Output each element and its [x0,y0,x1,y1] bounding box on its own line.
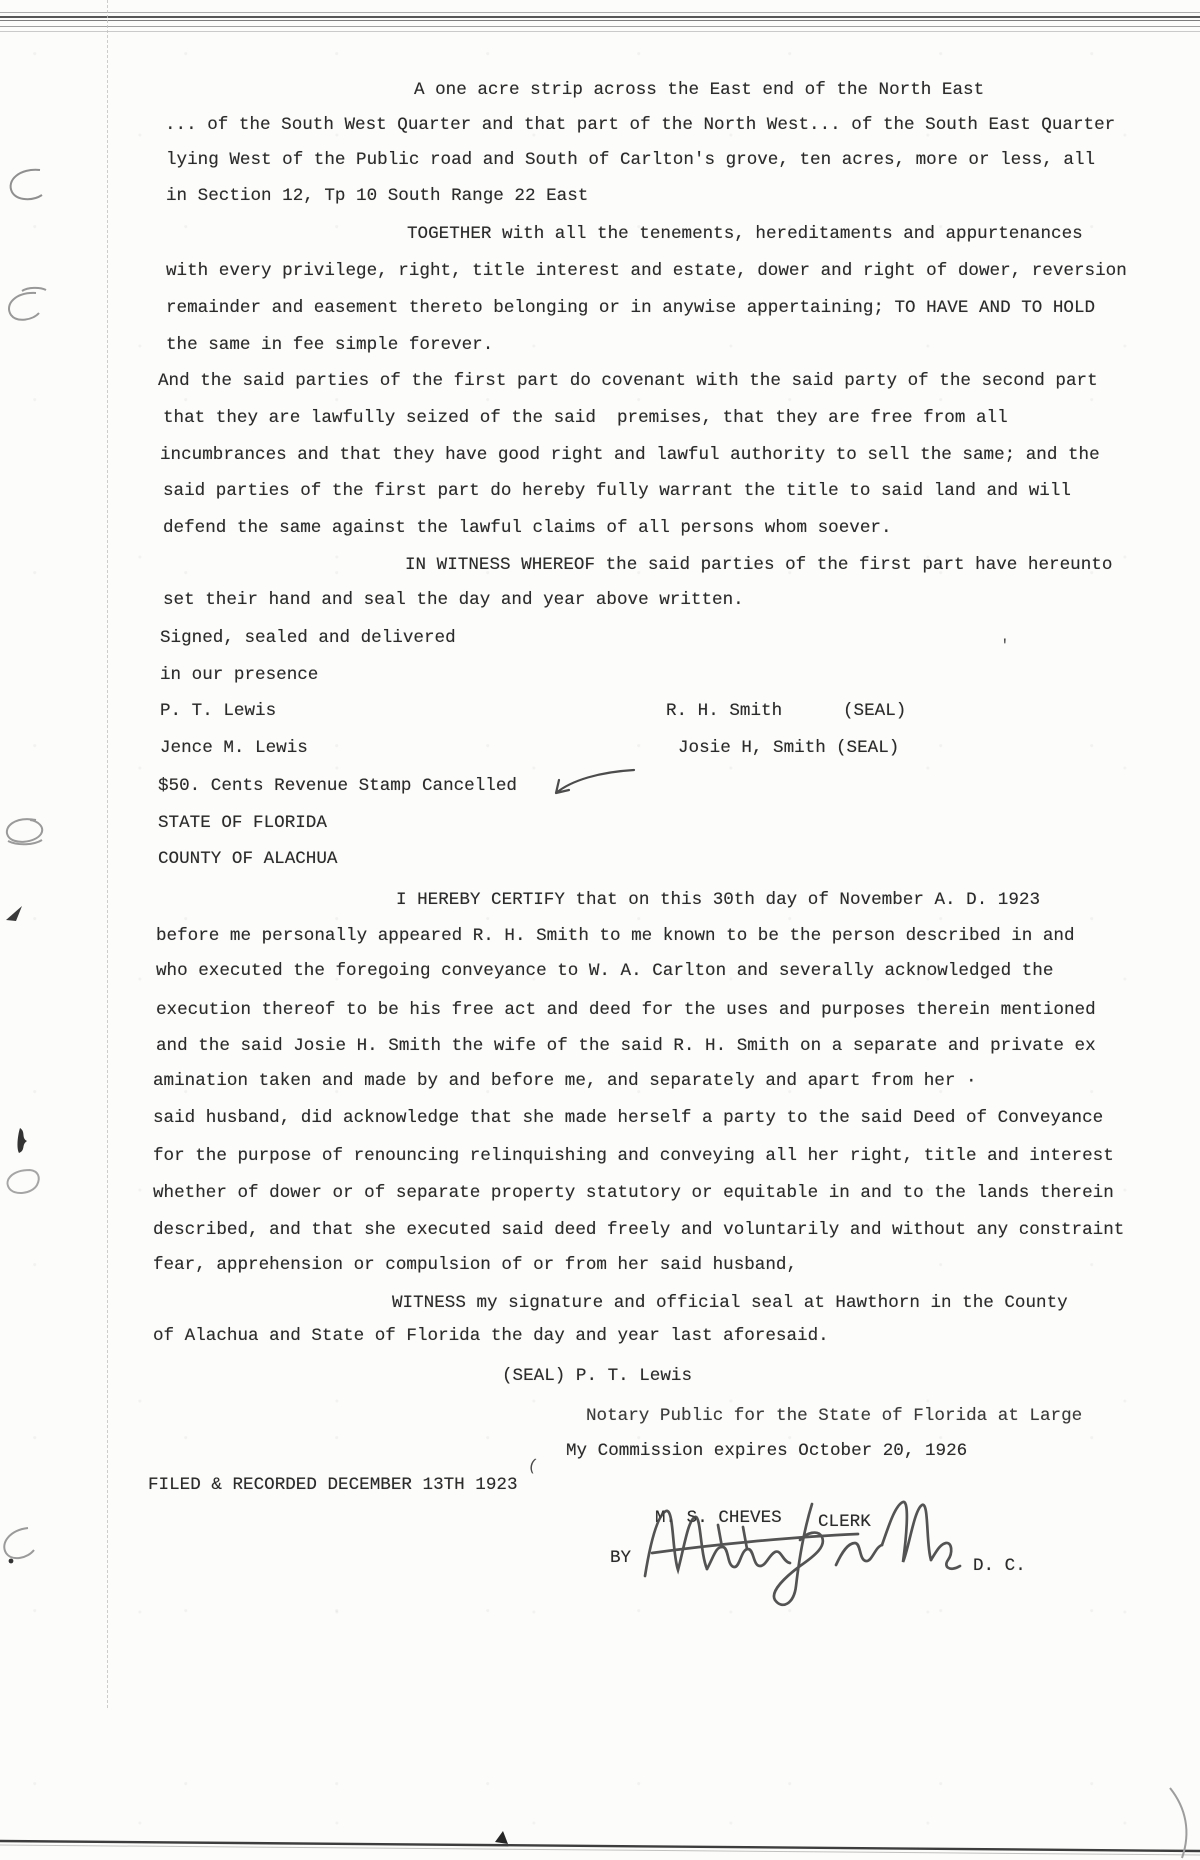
witness-name: Jence M. Lewis [160,738,308,758]
covenant-line: And the said parties of the first part do covenant with the said party of the second part [158,371,1098,391]
filed-recorded-line: FILED & RECORDED DECEMBER 13TH 1923 [148,1475,518,1495]
acknowledgment-line: I HEREBY CERTIFY that on this 30th day of November A. D. 1923 [396,890,1041,910]
bottom-edge-blob [495,1831,508,1844]
acknowledgment-line: described, and that she executed said deed freely and voluntarily and without any constraint [153,1220,1125,1240]
legal-description-line: ... of the South West Quarter and that part of the North West... of the South East Quarter [165,115,1116,135]
signed-sealed-line: Signed, sealed and delivered [160,628,456,648]
handwritten-paren-mark: ( [526,1456,540,1476]
acknowledgment-line: amination taken and made by and before me, and separately and apart from her · [153,1071,977,1091]
covenant-line: defend the same against the lawful claims of all persons whom soever. [163,518,892,538]
acknowledgment-line: execution thereof to be his free act and deed for the uses and purposes therein mentioned [156,1000,1096,1020]
margin-mark-dot [9,1559,14,1564]
margin-mark-curve [4,1528,34,1558]
seal-label: (SEAL) [843,701,907,721]
clerk-name-typed: M. S. CHEVES [655,1508,782,1528]
covenant-line: remainder and easement thereto belonging or in anywise appertaining; TO HAVE AND TO HOLD [166,298,1096,318]
scan-edge-line [0,20,1200,21]
notary-title-line: Notary Public for the State of Florida at Large [586,1406,1083,1426]
margin-mark-oval [7,819,42,844]
acknowledgment-line: for the purpose of renouncing relinquishing and conveying all her right, title and interest [153,1146,1114,1166]
signer-name: Josie H, Smith [678,738,826,758]
margin-mark-squiggle [17,1128,27,1153]
covenant-line: with every privilege, right, title interest and estate, dower and right of dower, reversion [166,261,1127,281]
acknowledgment-line: fear, apprehension or compulsion of or from her said husband, [153,1255,798,1275]
left-margin-rule [107,0,108,1708]
scan-edge-line [0,16,1200,18]
margin-mark-curve [11,170,42,199]
seal-label: (SEAL) [836,738,900,758]
scan-edge-line [0,12,1200,13]
page-bottom-edge-shadow [0,1845,1200,1855]
acknowledgment-line: whether of dower or of separate property statutory or equitable in and to the lands therein [153,1183,1114,1203]
covenant-line: TOGETHER with all the tenements, hereditaments and appurtenances [407,224,1083,244]
page-bottom-edge [0,1841,1200,1851]
covenant-line: that they are lawfully seized of the said premises, that they are free from all [163,408,1008,428]
scan-edge-line [0,31,1200,32]
state-heading: STATE OF FLORIDA [158,813,327,833]
commission-line: My Commission expires October 20, 1926 [566,1441,968,1461]
acknowledgment-line: who executed the foregoing conveyance to W. A. Carlton and severally acknowledged the [156,961,1054,981]
legal-description-line: A one acre strip across the East end of the North East [414,80,985,100]
covenant-line: the same in fee simple forever. [166,335,494,355]
covenant-line: incumbrances and that they have good right and lawful authority to sell the same; and the [160,445,1100,465]
legal-description-line: in Section 12, Tp 10 South Range 22 East [166,186,589,206]
scan-edge-line [0,26,1200,27]
acknowledgment-line: of Alachua and State of Florida the day and year last aforesaid. [153,1326,829,1346]
by-label: BY [610,1548,632,1568]
clerk-title-typed: CLERK [818,1512,871,1532]
bottom-right-corner-curve [1170,1788,1186,1858]
margin-mark-curve [9,288,46,320]
witness-name: P. T. Lewis [160,701,277,721]
covenant-line: IN WITNESS WHEREOF the said parties of the first part have hereunto [405,555,1113,575]
margin-mark-oval [8,1170,39,1193]
acknowledgment-line: said husband, did acknowledge that she made herself a party to the said Deed of Conveyance [153,1108,1104,1128]
deputy-clerk-label: D. C. [973,1556,1026,1576]
revenue-stamp-line: $50. Cents Revenue Stamp Cancelled [158,776,517,796]
covenant-line: set their hand and seal the day and year above written. [163,590,744,610]
county-heading: COUNTY OF ALACHUA [158,849,338,869]
acknowledgment-line: and the said Josie H. Smith the wife of the said R. H. Smith on a separate and private ex [156,1036,1096,1056]
margin-mark-arrow [6,906,22,921]
covenant-line: said parties of the first part do hereby fully warrant the title to said land and will [163,481,1071,501]
signer-name: R. H. Smith [666,701,783,721]
right-margin-apostrophe-mark: ' [1000,637,1010,655]
notary-seal-line: (SEAL) P. T. Lewis [502,1366,693,1386]
acknowledgment-line: WITNESS my signature and official seal at Hawthorn in the County [392,1293,1068,1313]
revenue-stamp-checkmark [556,770,634,793]
acknowledgment-line: before me personally appeared R. H. Smith to me known to be the person described in and [156,926,1075,946]
legal-description-line: lying West of the Public road and South of Carlton's grove, ten acres, more or less, all [166,150,1096,170]
presence-line: in our presence [160,665,319,685]
